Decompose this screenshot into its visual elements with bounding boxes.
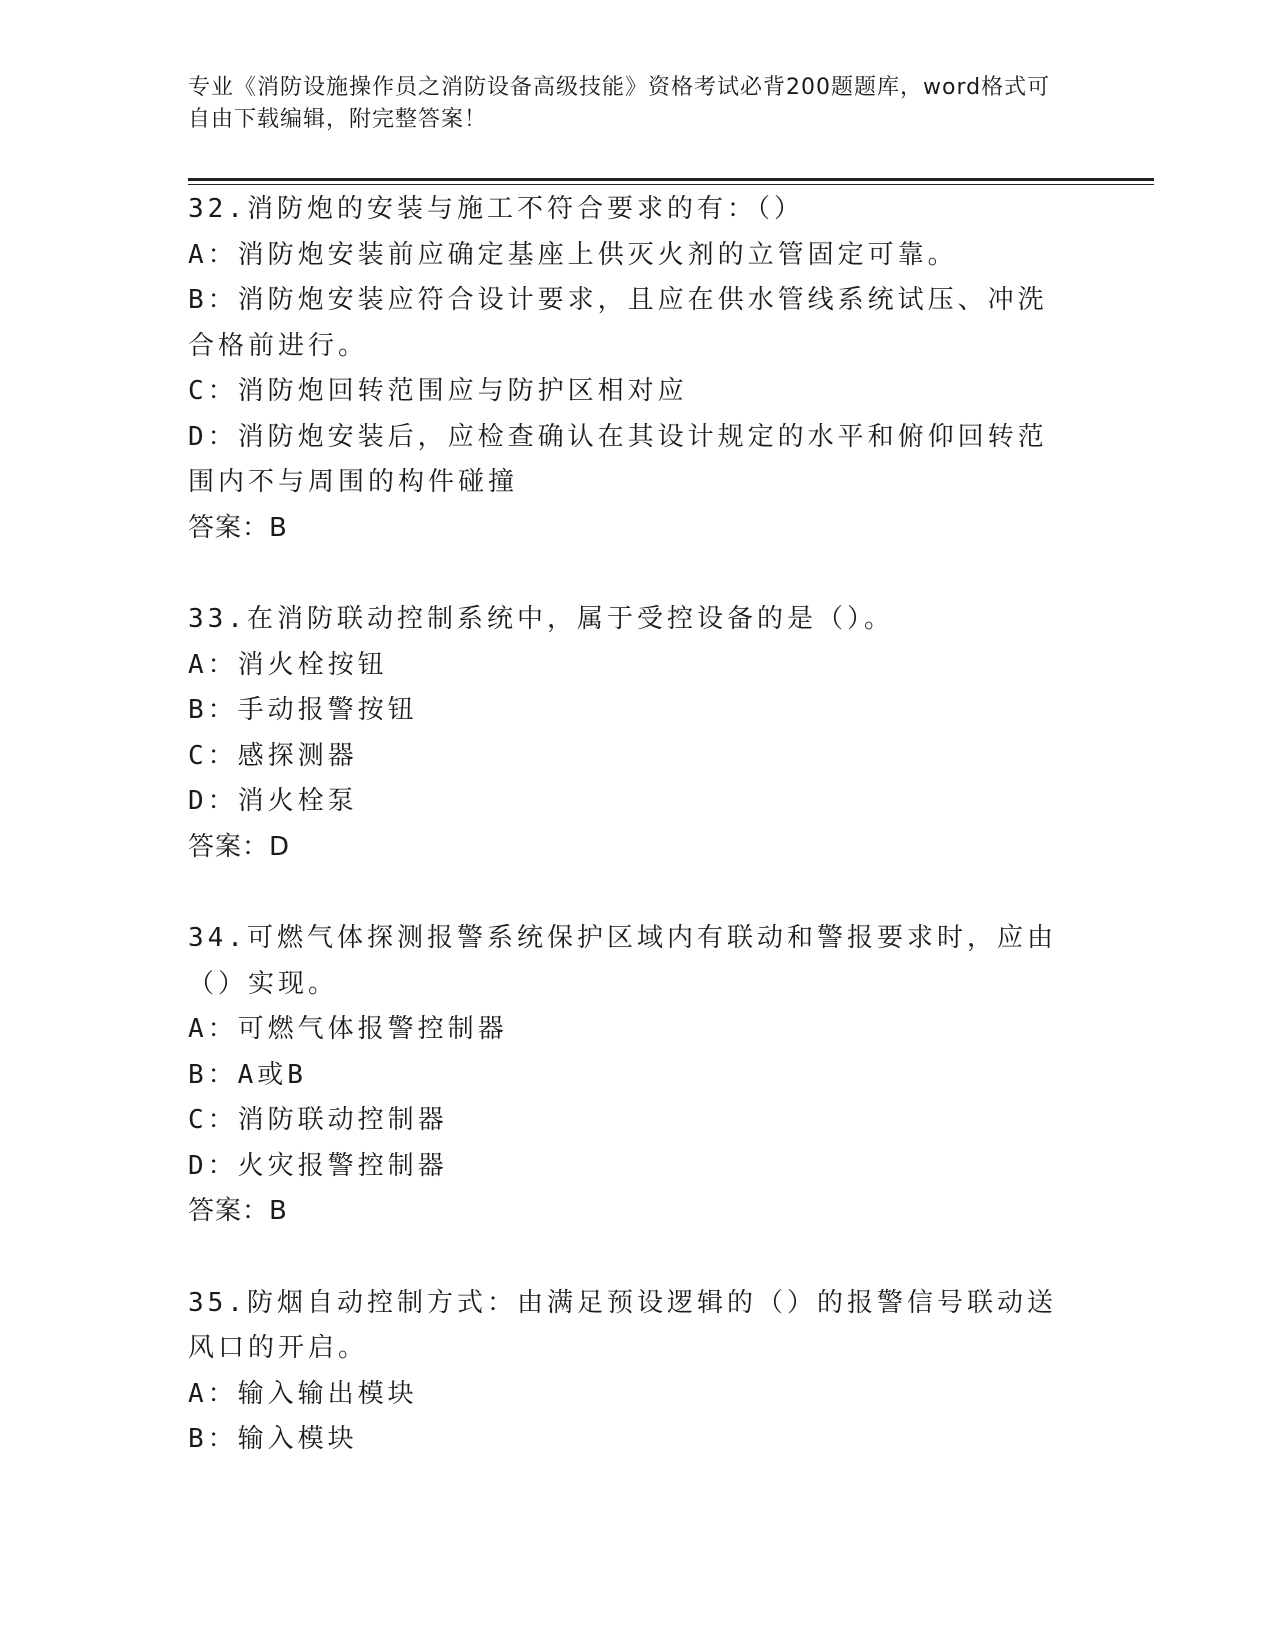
question-stem: 35.防烟自动控制方式：由满足预设逻辑的（）的报警信号联动送风口的开启。 <box>188 1287 1057 1363</box>
question-stem: 33.在消防联动控制系统中，属于受控设备的是（）。 <box>188 604 894 634</box>
question-stem: 34.可燃气体探测报警系统保护区域内有联动和警报要求时，应由（）实现。 <box>188 923 1057 999</box>
option-a: A：可燃气体报警控制器 <box>188 1014 508 1044</box>
option-b: B：手动报警按钮 <box>188 695 418 725</box>
question-33 <box>188 597 1068 870</box>
option-a: A：输入输出模块 <box>188 1378 418 1409</box>
option-b: B：输入模块 <box>188 1424 358 1454</box>
option-a: A：消火栓按钮 <box>188 649 388 680</box>
question-list <box>188 187 1068 1509</box>
option-c: C：感探测器 <box>188 740 358 771</box>
answer-label: 答案：B <box>188 512 288 543</box>
answer-label: 答案：B <box>188 1196 288 1226</box>
option-c: C：消防联动控制器 <box>188 1105 448 1135</box>
option-b: B：A或B <box>188 1059 307 1090</box>
option-d: D：消防炮安装后，应检查确认在其设计规定的水平和俯仰回转范围内不与周围的构件碰撞 <box>188 421 1048 497</box>
header-rule-thin <box>188 184 1154 185</box>
question-stem: 32.消防炮的安装与施工不符合要求的有：（） <box>188 194 804 224</box>
option-b: B：消防炮安装应符合设计要求，且应在供水管线系统试压、冲洗合格前进行。 <box>188 285 1048 361</box>
question-35 <box>188 1281 1068 1463</box>
option-c: C：消防炮回转范围应与防护区相对应 <box>188 376 688 406</box>
question-32 <box>188 187 1068 551</box>
question-34 <box>188 916 1068 1235</box>
option-d: D：消火栓泵 <box>188 786 358 816</box>
option-d: D：火灾报警控制器 <box>188 1150 448 1181</box>
option-a: A：消防炮安装前应确定基座上供灭火剂的立管固定可靠。 <box>188 239 958 270</box>
header-rule-thick <box>188 178 1154 181</box>
document-header: 专业《消防设施操作员之消防设备高级技能》资格考试必背200题题库，word格式可自由下载编辑，附完整答案！ <box>188 75 1051 132</box>
answer-label: 答案：D <box>188 831 291 862</box>
